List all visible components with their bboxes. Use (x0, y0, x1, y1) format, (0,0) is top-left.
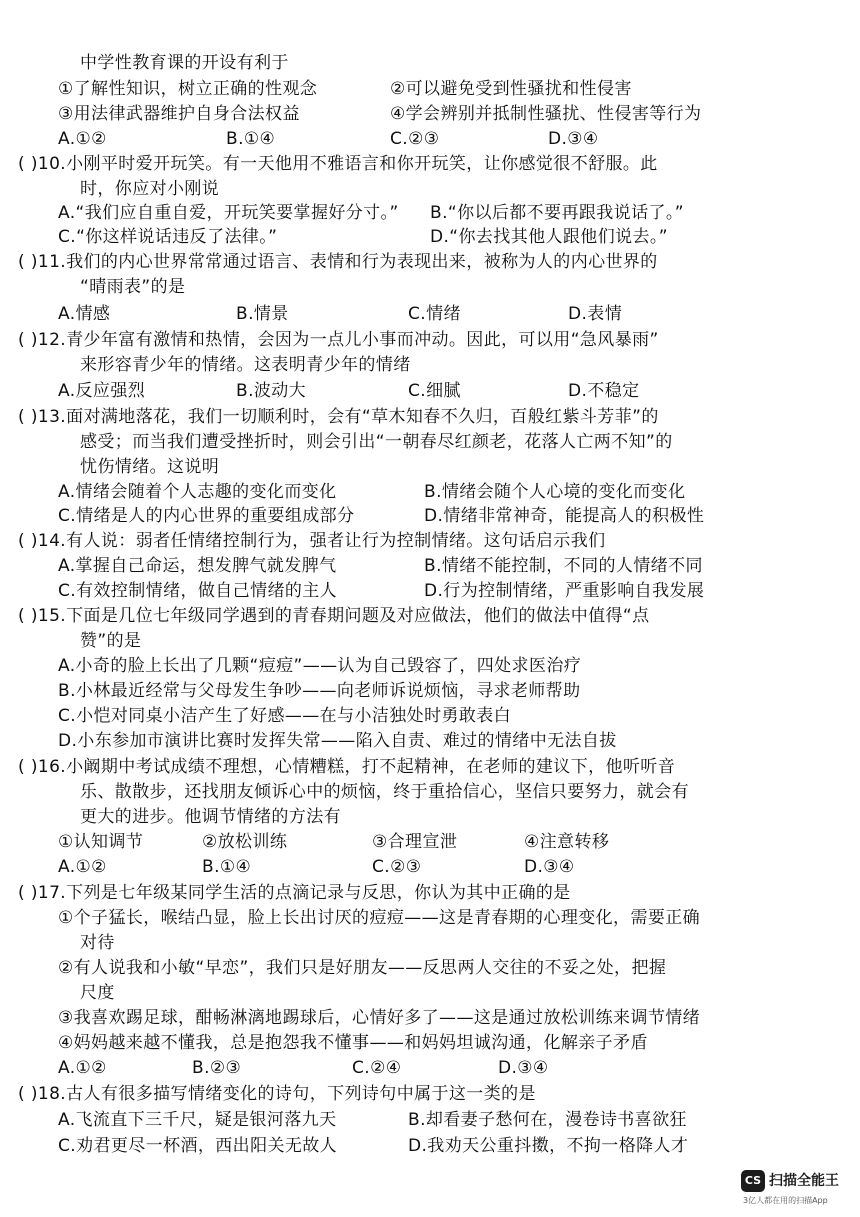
q16-option-d: D.③④ (524, 857, 575, 877)
q18-option-a: A.飞流直下三千尺，疑是银河落九天 (58, 1110, 337, 1130)
q9-option-c: C.②③ (390, 129, 440, 149)
q17-item-4: ④妈妈越来越不懂我，总是抱怨我不懂事——和妈妈坦诚沟通，化解亲子矛盾 (58, 1033, 648, 1053)
q10-option-c: C.“你这样说话违反了法律。” (58, 227, 278, 247)
q13-option-b: B.情绪会随个人心境的变化而变化 (424, 482, 686, 502)
q18-option-c: C.劝君更尽一杯酒，西出阳关无故人 (58, 1136, 338, 1156)
q10-stem: ( )10.小刚平时爱开玩笑。有一天他用不雅语言和你开玩笑，让你感觉很不舒服。此 (18, 154, 658, 174)
q15-option-b: B.小林最近经常与父母发生争吵——向老师诉说烦恼，寻求老师帮助 (58, 681, 581, 701)
q18-option-d: D.我劝天公重抖擞，不拘一格降人才 (408, 1136, 689, 1156)
q9-option-b: B.①④ (226, 129, 276, 149)
q15-option-c: C.小恺对同桌小洁产生了好感——在与小洁独处时勇敢表白 (58, 706, 512, 726)
q16-stem-cont-2: 更大的进步。他调节情绪的方法有 (80, 807, 341, 827)
q13-option-d: D.情绪非常神奇，能提高人的积极性 (424, 506, 705, 526)
q13-stem-cont-1: 感受；而当我们遭受挫折时，则会引出“一朝春尽红颜老，花落人亡两不知”的 (80, 432, 673, 452)
q16-stem: ( )16.小阚期中考试成绩不理想，心情糟糕，打不起精神，在老师的建议下，他听听音 (18, 757, 676, 777)
q16-stem-cont-1: 乐、散散步，还找朋友倾诉心中的烦恼，终于重拾信心，坚信只要努力，就会有 (80, 782, 689, 802)
q9-item-3: ③用法律武器维护自身合法权益 (58, 104, 300, 124)
q13-stem: ( )13.面对满地落花，我们一切顺利时，会有“草木知春不久归，百般红紫斗芳菲”的 (18, 407, 659, 427)
q13-option-c: C.情绪是人的内心世界的重要组成部分 (58, 506, 355, 526)
q11-stem-cont: “晴雨表”的是 (80, 277, 186, 297)
q9-stem: 中学性教育课的开设有利于 (80, 53, 289, 73)
q16-option-c: C.②③ (372, 857, 422, 877)
q11-option-c: C.情绪 (408, 304, 461, 324)
q12-stem: ( )12.青少年富有激情和热情，会因为一点儿小事而冲动。因此，可以用“急风暴雨” (18, 330, 659, 350)
q17-option-a: A.①② (58, 1058, 107, 1078)
q16-item-1: ①认知调节 (58, 832, 144, 852)
q11-option-b: B.情景 (236, 304, 289, 324)
q9-item-2: ②可以避免受到性骚扰和性侵害 (390, 79, 632, 99)
q15-option-d: D.小东参加市演讲比赛时发挥失常——陷入自责、难过的情绪中无法自拔 (58, 731, 617, 751)
q9-item-4: ④学会辨别并抵制性骚扰、性侵害等行为 (390, 104, 702, 124)
q9-option-d: D.③④ (548, 129, 599, 149)
q14-option-a: A.掌握自己命运，想发脾气就发脾气 (58, 556, 337, 576)
q15-stem-cont: 赞”的是 (80, 631, 142, 651)
q17-option-c: C.②④ (352, 1058, 402, 1078)
q10-option-d: D.“你去找其他人跟他们说去。” (430, 227, 669, 247)
q18-stem: ( )18.古人有很多描写情绪变化的诗句，下列诗句中属于这一类的是 (18, 1084, 536, 1104)
q17-item-3: ③我喜欢踢足球，酣畅淋漓地踢球后，心情好多了——这是通过放松训练来调节情绪 (58, 1008, 701, 1028)
q10-option-b: B.“你以后都不要再跟我说话了。” (430, 203, 684, 223)
scanner-watermark (741, 1170, 841, 1210)
q17-option-d: D.③④ (498, 1058, 549, 1078)
q11-stem: ( )11.我们的内心世界常常通过语言、表情和行为表现出来，被称为人的内心世界的 (18, 252, 658, 272)
q13-stem-cont-2: 忧伤情绪。这说明 (80, 457, 220, 477)
q17-option-b: B.②③ (192, 1058, 242, 1078)
q18-option-b: B.却看妻子愁何在，漫卷诗书喜欲狂 (408, 1110, 687, 1130)
q15-option-a: A.小奇的脸上长出了几颗“痘痘”——认为自己毁容了，四处求医治疗 (58, 656, 582, 676)
watermark-name: 扫描全能王 (769, 1173, 839, 1189)
q17-item-2-cont: 尺度 (80, 983, 115, 1003)
q12-option-b: B.波动大 (236, 381, 307, 401)
q9-item-1: ①了解性知识，树立正确的性观念 (58, 79, 318, 99)
q11-option-a: A.情感 (58, 304, 111, 324)
q17-item-1-cont: 对待 (80, 933, 115, 953)
q17-item-2: ②有人说我和小敏“早恋”，我们只是好朋友——反思两人交往的不妥之处，把握 (58, 958, 667, 978)
q12-option-a: A.反应强烈 (58, 381, 146, 401)
camscanner-logo-icon: CS (741, 1170, 765, 1192)
q16-option-b: B.①④ (202, 857, 252, 877)
q16-item-3: ③合理宣泄 (372, 832, 458, 852)
q16-item-2: ②放松训练 (202, 832, 288, 852)
q10-option-a: A.“我们应自重自爱，开玩笑要掌握好分寸。” (58, 203, 399, 223)
q12-stem-cont: 来形容青少年的情绪。这表明青少年的情绪 (80, 355, 411, 375)
q11-option-d: D.表情 (568, 304, 623, 324)
q12-option-d: D.不稳定 (568, 381, 640, 401)
q17-stem: ( )17.下列是七年级某同学生活的点滴记录与反思，你认为其中正确的是 (18, 883, 571, 903)
q14-option-c: C.有效控制情绪，做自己情绪的主人 (58, 581, 338, 601)
q13-option-a: A.情绪会随着个人志趣的变化而变化 (58, 482, 337, 502)
q16-item-4: ④注意转移 (524, 832, 610, 852)
watermark-tagline: 3亿人都在用的扫描App (743, 1196, 828, 1205)
q14-option-d: D.行为控制情绪，严重影响自我发展 (424, 581, 705, 601)
q12-option-c: C.细腻 (408, 381, 461, 401)
q15-stem: ( )15.下面是几位七年级同学遇到的青春期问题及对应做法，他们的做法中值得“点 (18, 606, 650, 626)
q9-option-a: A.①② (58, 129, 107, 149)
q17-item-1: ①个子猛长，喉结凸显，脸上长出讨厌的痘痘——这是青春期的心理变化，需要正确 (58, 908, 701, 928)
q14-option-b: B.情绪不能控制，不同的人情绪不同 (424, 556, 703, 576)
q14-stem: ( )14.有人说：弱者任情绪控制行为，强者让行为控制情绪。这句话启示我们 (18, 531, 606, 551)
q16-option-a: A.①② (58, 857, 107, 877)
q10-stem-cont: 时，你应对小刚说 (80, 179, 220, 199)
